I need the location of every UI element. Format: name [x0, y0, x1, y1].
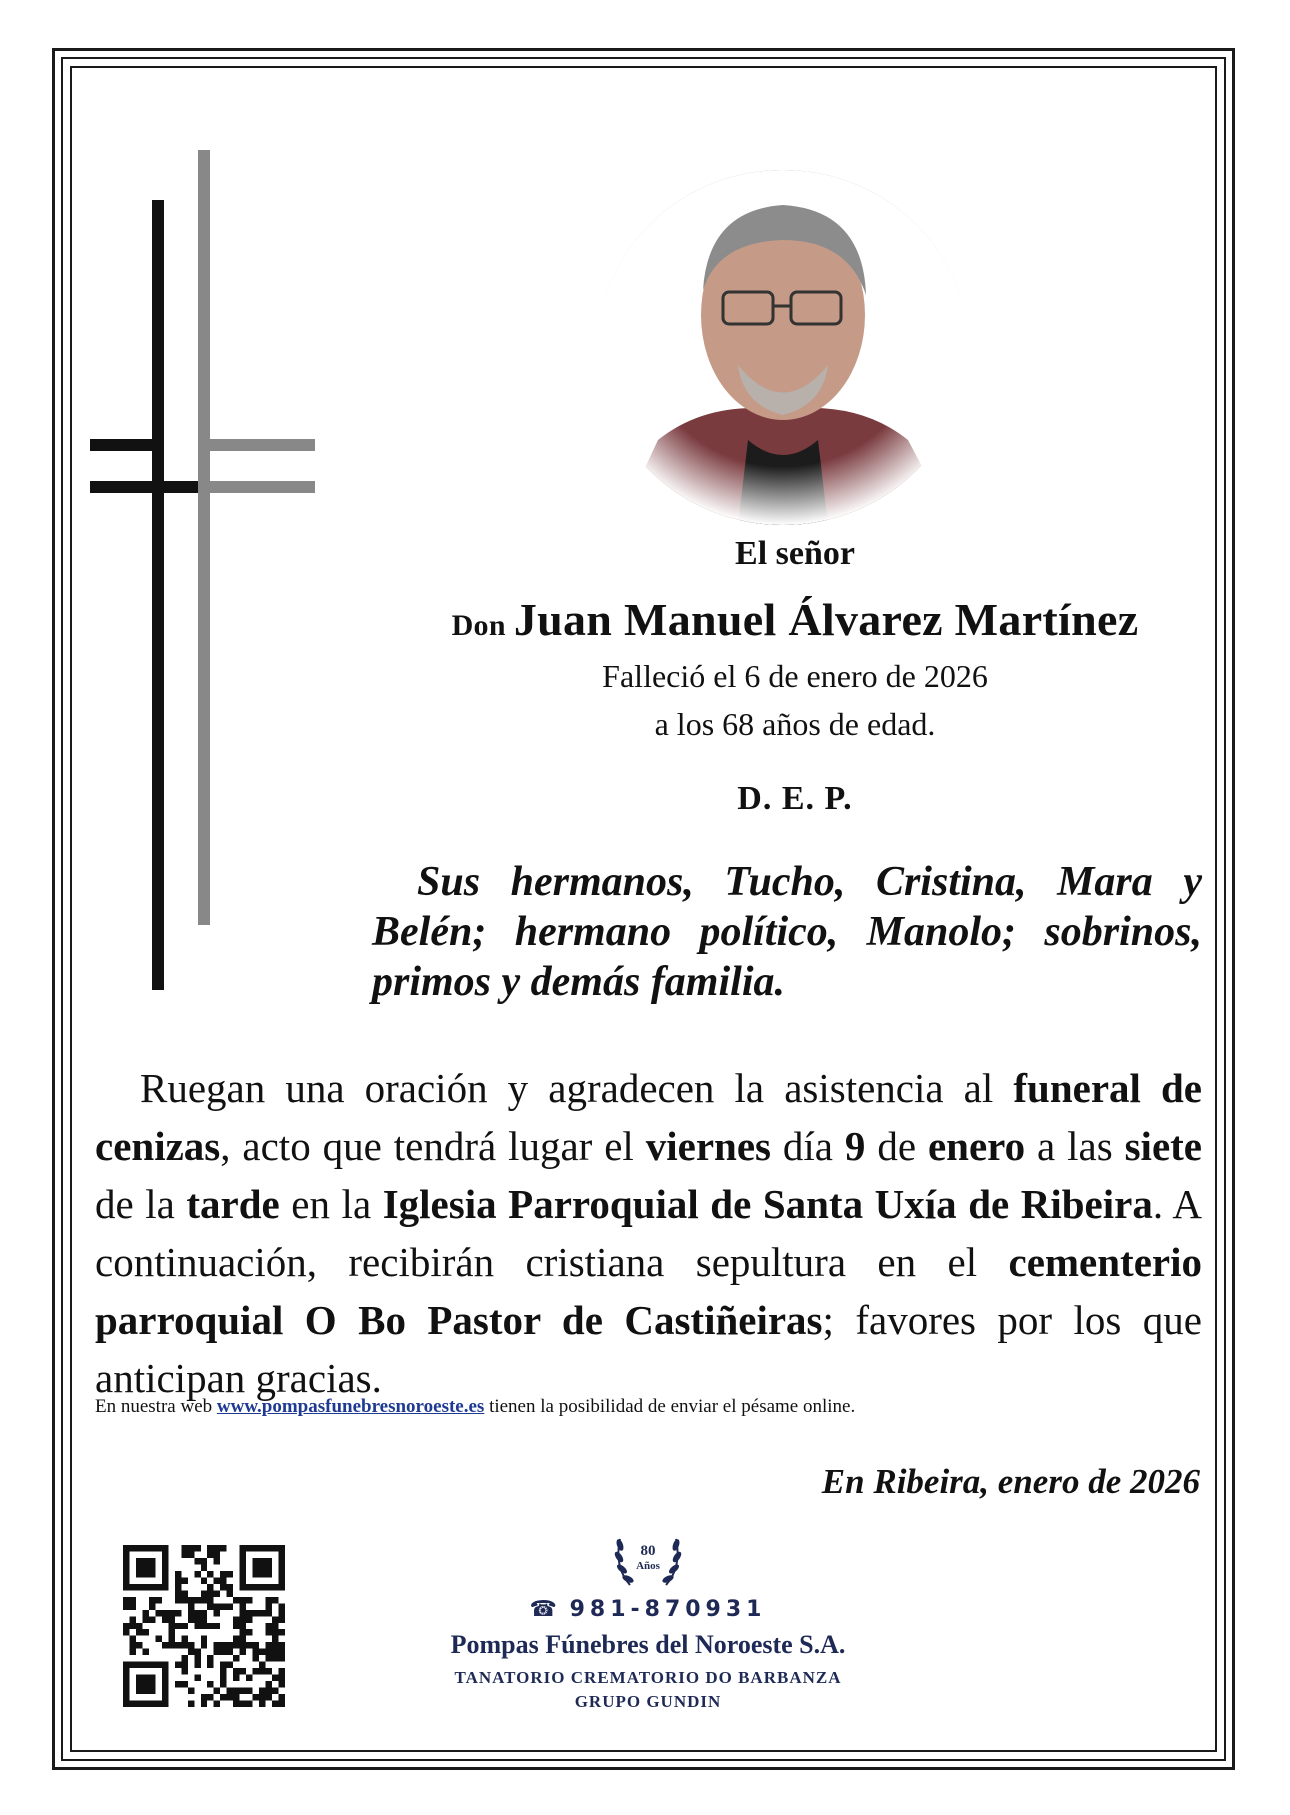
80-years-laurel-logo [608, 1515, 688, 1595]
deceased-name-line [380, 593, 1210, 646]
honorific: Don [451, 609, 506, 642]
company-name: Pompas Fúnebres del Noroeste S.A. [450, 1630, 846, 1659]
phone-line [380, 1597, 916, 1622]
rip-line: D. E. P. [737, 780, 853, 817]
family-mourners: Sus hermanos, Tucho, Cristina, Mara y Belén; hermano político, Manolo; sobrinos, primos y demás familia. [372, 859, 1202, 1005]
company-group: GRUPO GUNDIN [574, 1692, 722, 1711]
funeral-details: Ruegan una oración y agradecen la asistencia al funeral de cenizas, acto que tendrá lugar el viernes día 9 de enero a las siete de la tarde en la Iglesia Parroquial de Santa Uxía de Ribeira. A continuación, recibirán cristiana sepultura en el cementerio parroquial O Bo Pastor de Castiñeiras; favores por los que anticipan gracias. [95, 1065, 1203, 1401]
condolence-web-note: En nuestra web www.pompasfunebresnoroeste.es tienen la posibilidad de enviar el pésame online. [95, 1396, 856, 1417]
phone-icon: ☎ [529, 1597, 557, 1622]
phone-number[interactable]: 981-870931 [569, 1597, 767, 1622]
death-date-line: Falleció el 6 de enero de 2026 [602, 658, 988, 694]
deceased-name: Juan Manuel Álvarez Martínez [513, 594, 1139, 645]
logo-word: Años [636, 1560, 660, 1572]
place-date-signoff: En Ribeira, enero de 2026 [821, 1462, 1200, 1501]
website-link[interactable]: www.pompasfunebresnoroeste.es [216, 1396, 485, 1417]
qr-code[interactable] [123, 1545, 285, 1707]
age-line: a los 68 años de edad. [654, 706, 936, 742]
title-line: El señor [735, 535, 855, 572]
cross-icon [90, 150, 360, 990]
deceased-portrait-photo [598, 170, 968, 525]
logo-number: 80 [640, 1543, 656, 1559]
company-subtitle: TANATORIO CREMATORIO DO BARBANZA [454, 1668, 842, 1687]
